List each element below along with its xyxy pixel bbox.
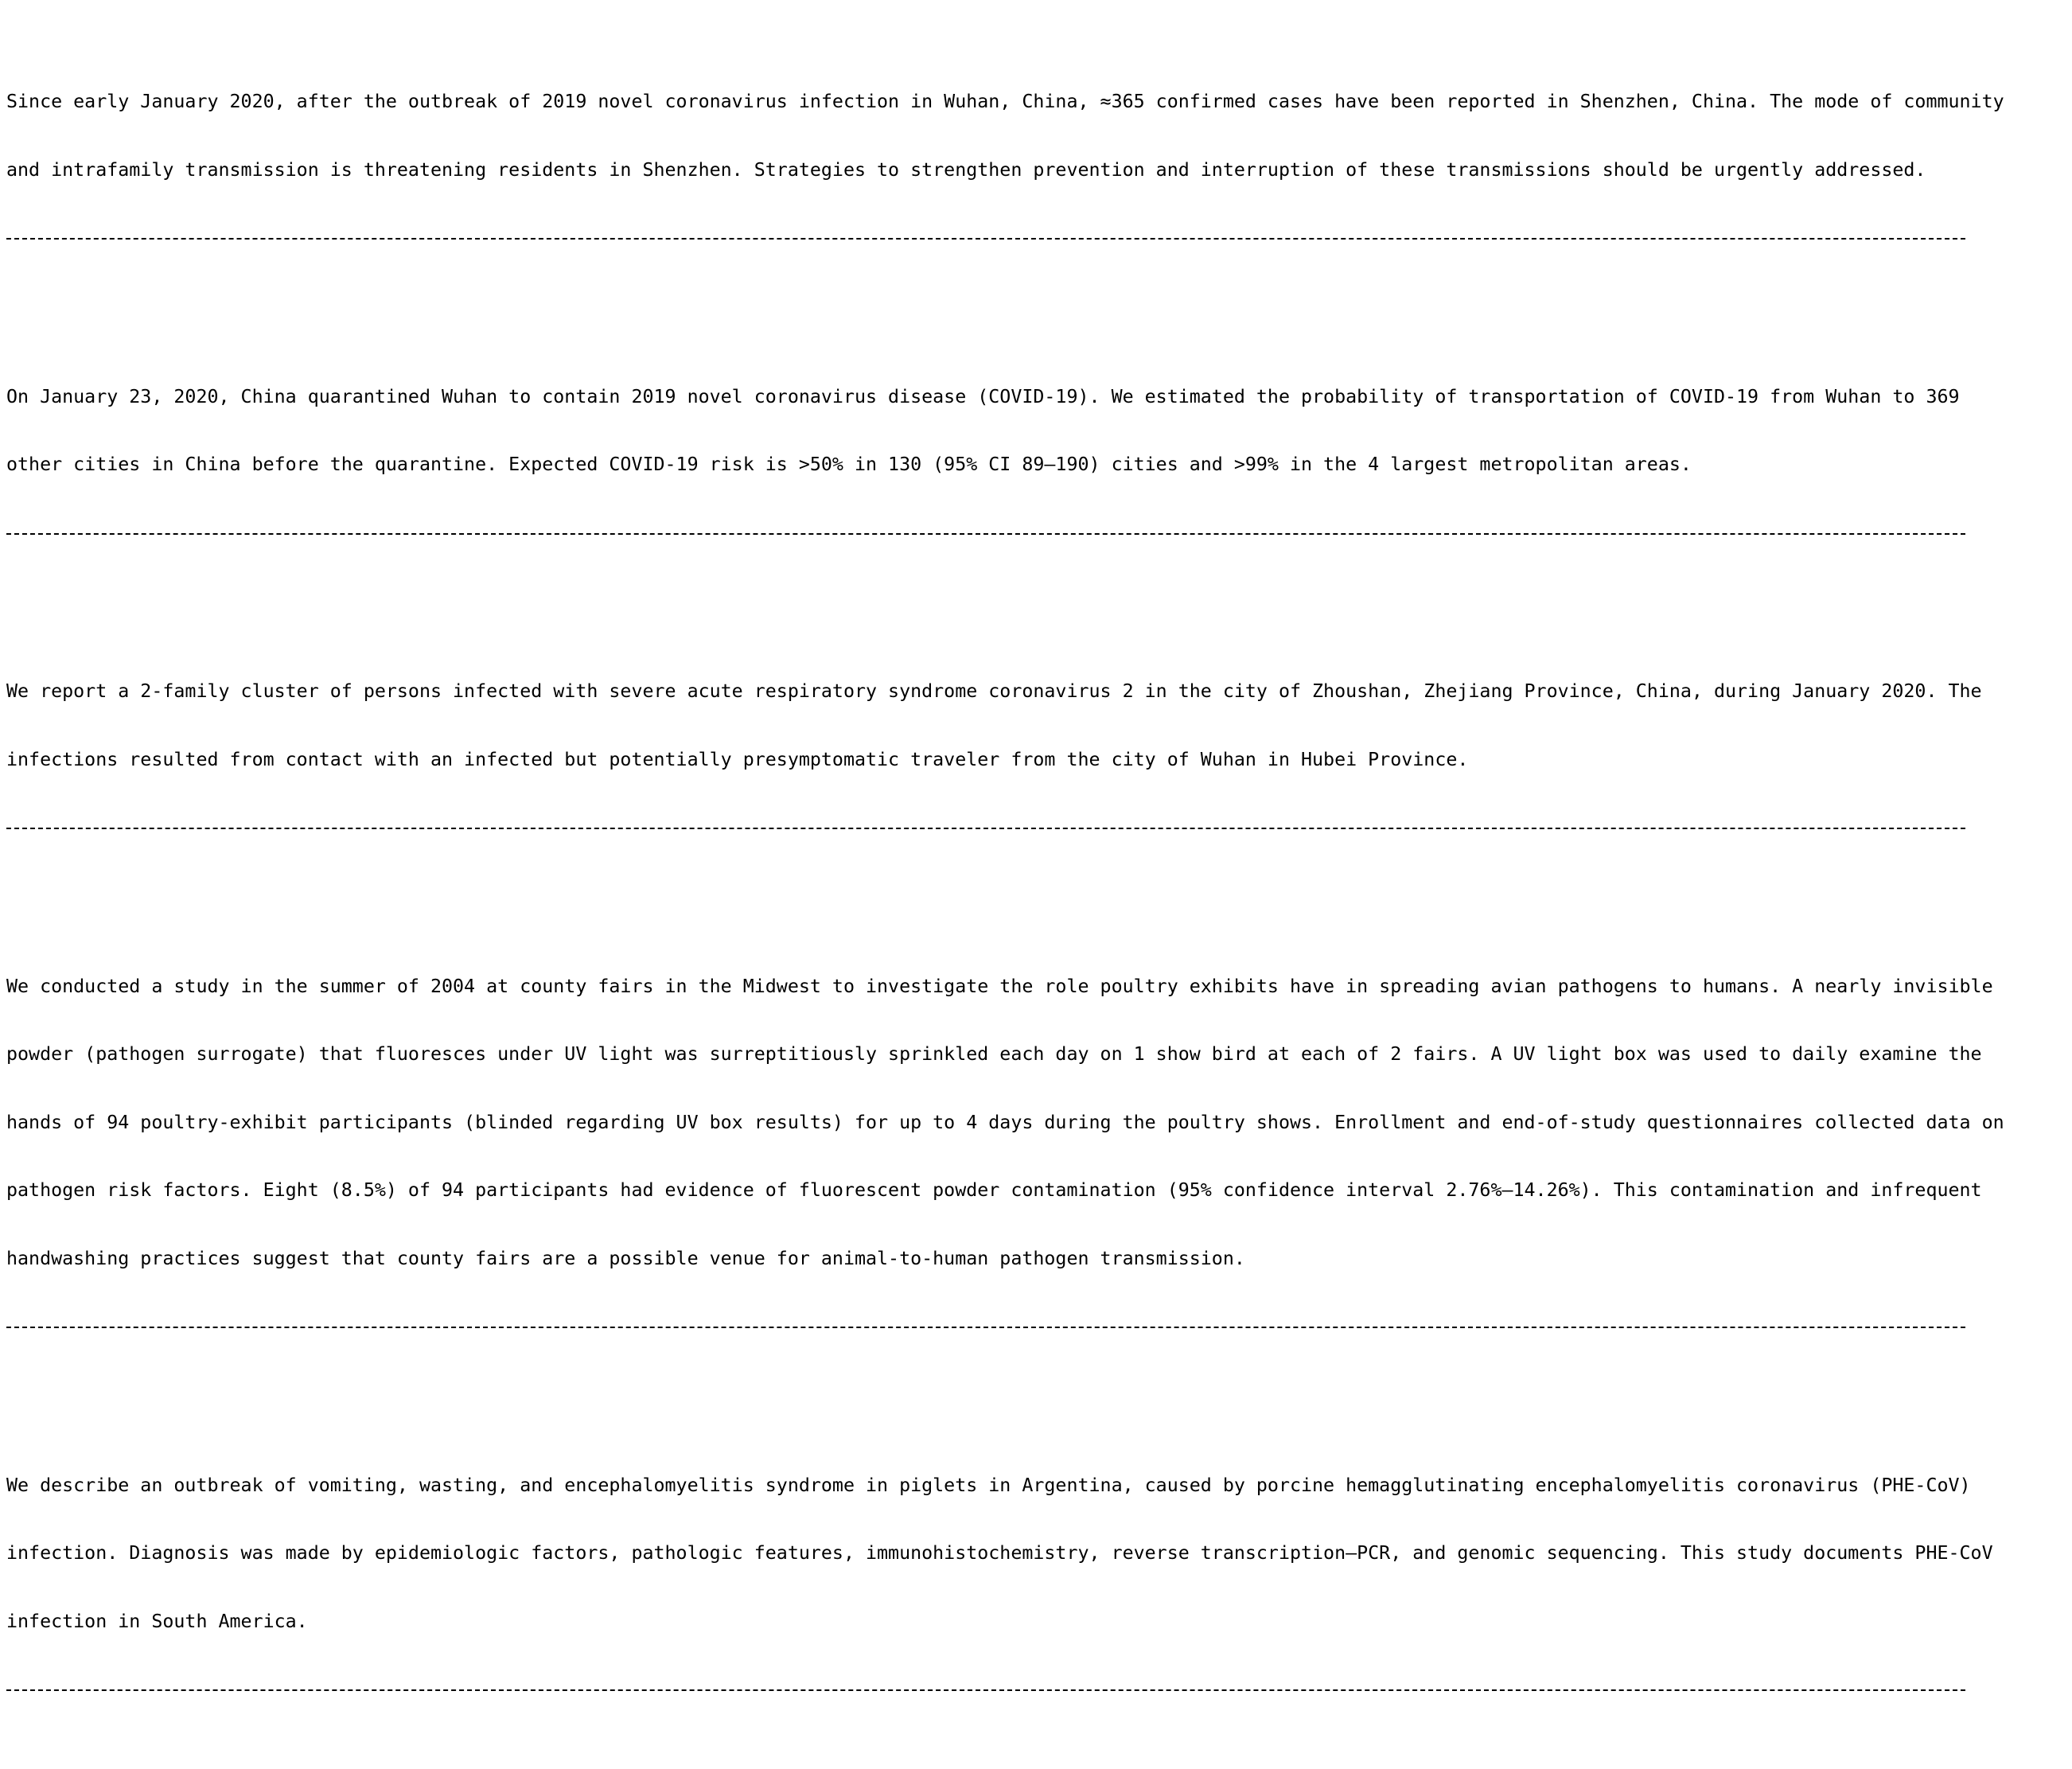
separator-rule	[6, 227, 2072, 250]
text-line: Since early January 2020, after the outbreak of 2019 novel coronavirus infection in Wuhan, China, ≈365 confirmed cases have been reported in Shenzhen, China. The mode of community	[6, 91, 2004, 112]
text-line: We describe an outbreak of vomiting, wasting, and encephalomyelitis syndrome in piglets in Argentina, caused by porcine hemagglutinating encephalomyelitis coronavirus (PHE-CoV)	[6, 1474, 1971, 1496]
abstract-block	[6, 341, 2072, 590]
abstract-block	[6, 930, 2072, 1384]
text-line: We conducted a study in the summer of 2004 at county fairs in the Midwest to investigate the role poultry exhibits have in spreading avian pathogens to humans. A nearly invisible	[6, 975, 1993, 997]
separator-rule	[6, 1315, 2072, 1338]
separator-rule	[6, 816, 2072, 840]
text-line: handwashing practices suggest that county fairs are a possible venue for animal-to-human pathogen transmission.	[6, 1247, 1245, 1269]
text-line: infection. Diagnosis was made by epidemiologic factors, pathologic features, immunohistochemistry, reverse transcription–PCR, and genomic sequencing. This study documents PHE-CoV	[6, 1542, 1993, 1564]
text-line: pathogen risk factors. Eight (8.5%) of 94 participants had evidence of fluorescent powder contamination (95% confidence interval 2.76%–14.26%). This contamination and infrequent	[6, 1179, 1982, 1201]
text-line: On January 23, 2020, China quarantined Wuhan to contain 2019 novel coronavirus disease (COVID-19). We estimated the probability of transportation of COVID-19 from Wuhan to 369	[6, 385, 1960, 407]
text-line: powder (pathogen surrogate) that fluoresces under UV light was surreptitiously sprinkled each day on 1 show bird at each of 2 fairs. A UV light box was used to daily examine the	[6, 1043, 1982, 1065]
separator-rule	[6, 1678, 2072, 1701]
text-line: infections resulted from contact with an infected but potentially presymptomatic traveler from the city of Wuhan in Hubei Province.	[6, 748, 1469, 770]
abstract-block	[6, 1429, 2072, 1747]
text-line: other cities in China before the quarantine. Expected COVID-19 risk is >50% in 130 (95% CI 89–190) cities and >99% in the 4 largest metropolitan areas.	[6, 454, 1692, 475]
abstract-block	[6, 635, 2072, 885]
text-line: hands of 94 poultry-exhibit participants (blinded regarding UV box results) for up to 4 days during the poultry shows. Enrollment and end-of-study questionnaires collected data on	[6, 1111, 2004, 1133]
text-line: infection in South America.	[6, 1610, 308, 1632]
text-line: We report a 2-family cluster of persons infected with severe acute respiratory syndrome coronavirus 2 in the city of Zhoushan, Zhejiang Province, China, during January 2020. The	[6, 680, 1982, 702]
text-line: and intrafamily transmission is threatening residents in Shenzhen. Strategies to strengthen prevention and interruption of these transmissions should be urgently addressed.	[6, 158, 1926, 181]
abstract-block	[6, 45, 2072, 295]
separator-rule	[6, 522, 2072, 545]
